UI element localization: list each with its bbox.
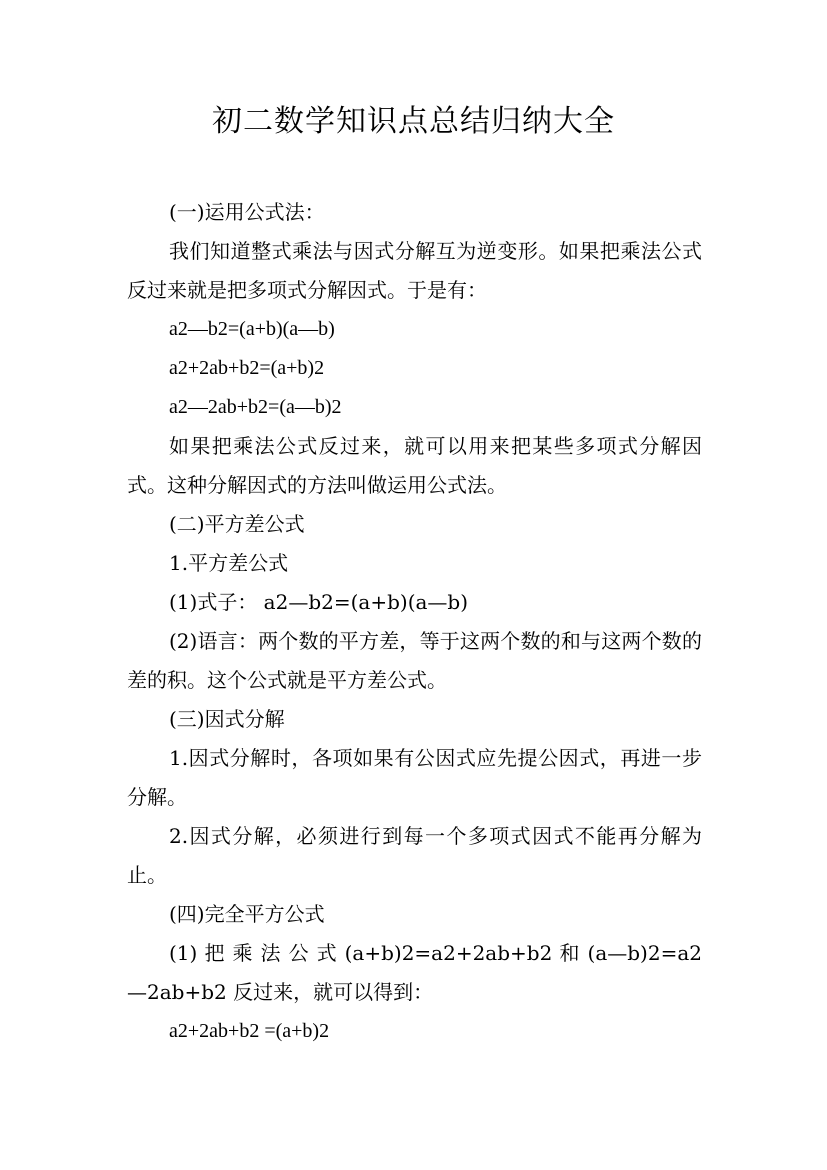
paragraph-intro: 我们知道整式乘法与因式分解互为逆变形。如果把乘法公式反过来就是把多项式分解因式。于是有： xyxy=(127,239,702,302)
paragraph-expression: (1)式子： a2—b2=(a+b)(a—b) xyxy=(169,590,469,614)
document-body xyxy=(127,193,702,1051)
paragraph-language: (2)语言：两个数的平方差，等于这两个数的和与这两个数的差的积。这个公式就是平方差公式。 xyxy=(127,629,702,692)
section-heading-perfect-square: (四)完全平方公式 xyxy=(169,902,325,926)
formula-perfect-square-result: a2+2ab+b2 =(a+b)2 xyxy=(169,1020,330,1042)
paragraph-formula-method-definition: 如果把乘法公式反过来，就可以用来把某些多项式分解因式。这种分解因式的方法叫做运用公式法。 xyxy=(127,434,702,497)
section-heading-difference-of-squares: (二)平方差公式 xyxy=(169,512,305,536)
paragraph-perfect-square-reverse: (1) 把 乘 法 公 式 (a+b)2=a2+2ab+b2 和 (a—b)2=a2—2ab+b2 反过来，就可以得到： xyxy=(127,941,702,1004)
section-heading-formula-method: (一)运用公式法： xyxy=(169,200,325,224)
section-heading-factorization: (三)因式分解 xyxy=(169,707,285,731)
formula-square-of-difference: a2—2ab+b2=(a—b)2 xyxy=(169,396,342,418)
formula-difference-of-squares: a2—b2=(a+b)(a—b) xyxy=(169,318,335,340)
formula-square-of-sum: a2+2ab+b2=(a+b)2 xyxy=(169,357,325,379)
paragraph-factorization-rule-1: 1.因式分解时，各项如果有公因式应先提公因式，再进一步分解。 xyxy=(127,746,702,809)
document-title: 初二数学知识点总结归纳大全 xyxy=(212,104,615,139)
paragraph-factorization-rule-2: 2.因式分解，必须进行到每一个多项式因式不能再分解为止。 xyxy=(127,824,702,887)
subheading-difference-of-squares: 1.平方差公式 xyxy=(169,551,289,575)
